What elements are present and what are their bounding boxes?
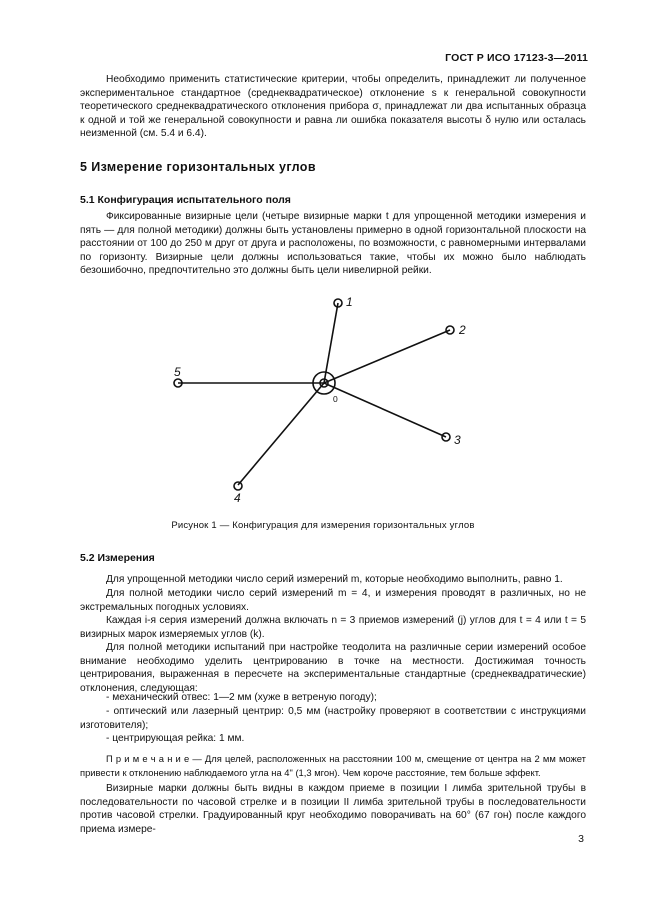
center-label: 0 [333,394,338,404]
document-header: ГОСТ Р ИСО 17123-3—2011 [445,52,588,64]
target-label-2: 2 [459,323,466,337]
centering-item-1: - механический отвес: 1—2 мм (хуже в ветреную погоду); [106,692,377,703]
target-label-5: 5 [174,365,181,379]
ray-4 [238,383,324,485]
figure-caption: Рисунок 1 — Конфигурация для измерения горизонтальных углов [171,520,475,531]
section-5-2-heading: 5.2 Измерения [80,552,155,564]
section-5-1-text: Фиксированные визирные цели (четыре визирные марки t для упрощенной методики измерения и пять — для полной методики) должны быть установлены примерно в одной горизонтальной плоскости на расстоянии от 100 до 250 м друг от друга и расположены, по возможности, с равномерными интервалами по горизонту. Визирные цели должны использоваться такие, чтобы их можно было наблюдать безошибочно, предпочтительно это должны быть цели нивелирной рейки. [80,211,586,277]
section-5-2-para-2: Для полной методики число серий измерений m = 4, и измерения проводят в различных, но не экстремальных погодных условиях. [80,588,586,613]
section-5-1-heading: 5.1 Конфигурация испытательного поля [80,194,291,206]
section-5-2-para-5: Визирные марки должны быть видны в каждом приеме в позиции I лимба зрительной трубы в последовательности по часовой стрелке и в позиции II лимба зрительной трубы в последовательности против часовой стрелки. Градуированный круг необходимо поворачивать на 60° (67 гон) после каждого приема измере- [80,783,586,835]
page-number: 3 [578,833,584,845]
section-5-2-para-3: Каждая i-я серия измерений должна включать n = 3 приемов измерений (j) углов для t = 4 или t = 5 визирных марок измеряемых углов (k). [80,615,586,640]
section-5-2-para-4: Для полной методики испытаний при настройке теодолита на различные серии измерений особое внимание необходимо уделить центрированию в точке на местности. Достижимая точность центрирования, выраженная в пересчете на экспериментальные стандартные (среднеквадратические) отклонения, следующая: [80,642,586,694]
centering-item-2: - оптический или лазерный центрир: 0,5 мм (настройку проверяют в соответствии с инструкциями изготовителя); [80,706,586,731]
ray-2 [324,330,450,383]
intro-paragraph: Необходимо применить статистические критерии, чтобы определить, принадлежит ли полученное экспериментальное стандартное (среднеквадратическое) отклонение s к генеральной совокупности теоретического среднеквадратического отклонения прибора σ, принадлежат ли два испытанных образца к одной и той же генеральной совокупности и равна ли ошибка показателя высоты δ нулю или осталась неизменной (см. 5.4 и 6.4). [80,74,586,140]
target-label-1: 1 [346,295,353,309]
target-label-3: 3 [454,433,461,447]
section-5-heading: 5 Измерение горизонтальных углов [80,160,316,174]
ray-1 [324,303,338,383]
note-label: П р и м е ч а н и е [106,753,190,764]
section-5-2-para-1: Для упрощенной методики число серий измерений m, которые необходимо выполнить, равно 1. [106,574,563,585]
note-text: — Для целей, расположенных на расстоянии 100 м, смещение от центра на 2 мм может привести к отклонению наблюдаемого угла на 4" (1,3 мгон). Чем короче расстояние, тем больше эффект. [80,753,586,778]
centering-item-3: - центрирующая рейка: 1 мм. [106,733,245,744]
ray-3 [324,383,446,437]
target-label-4: 4 [234,491,241,505]
note [80,752,586,779]
target-mark-4 [234,482,242,490]
